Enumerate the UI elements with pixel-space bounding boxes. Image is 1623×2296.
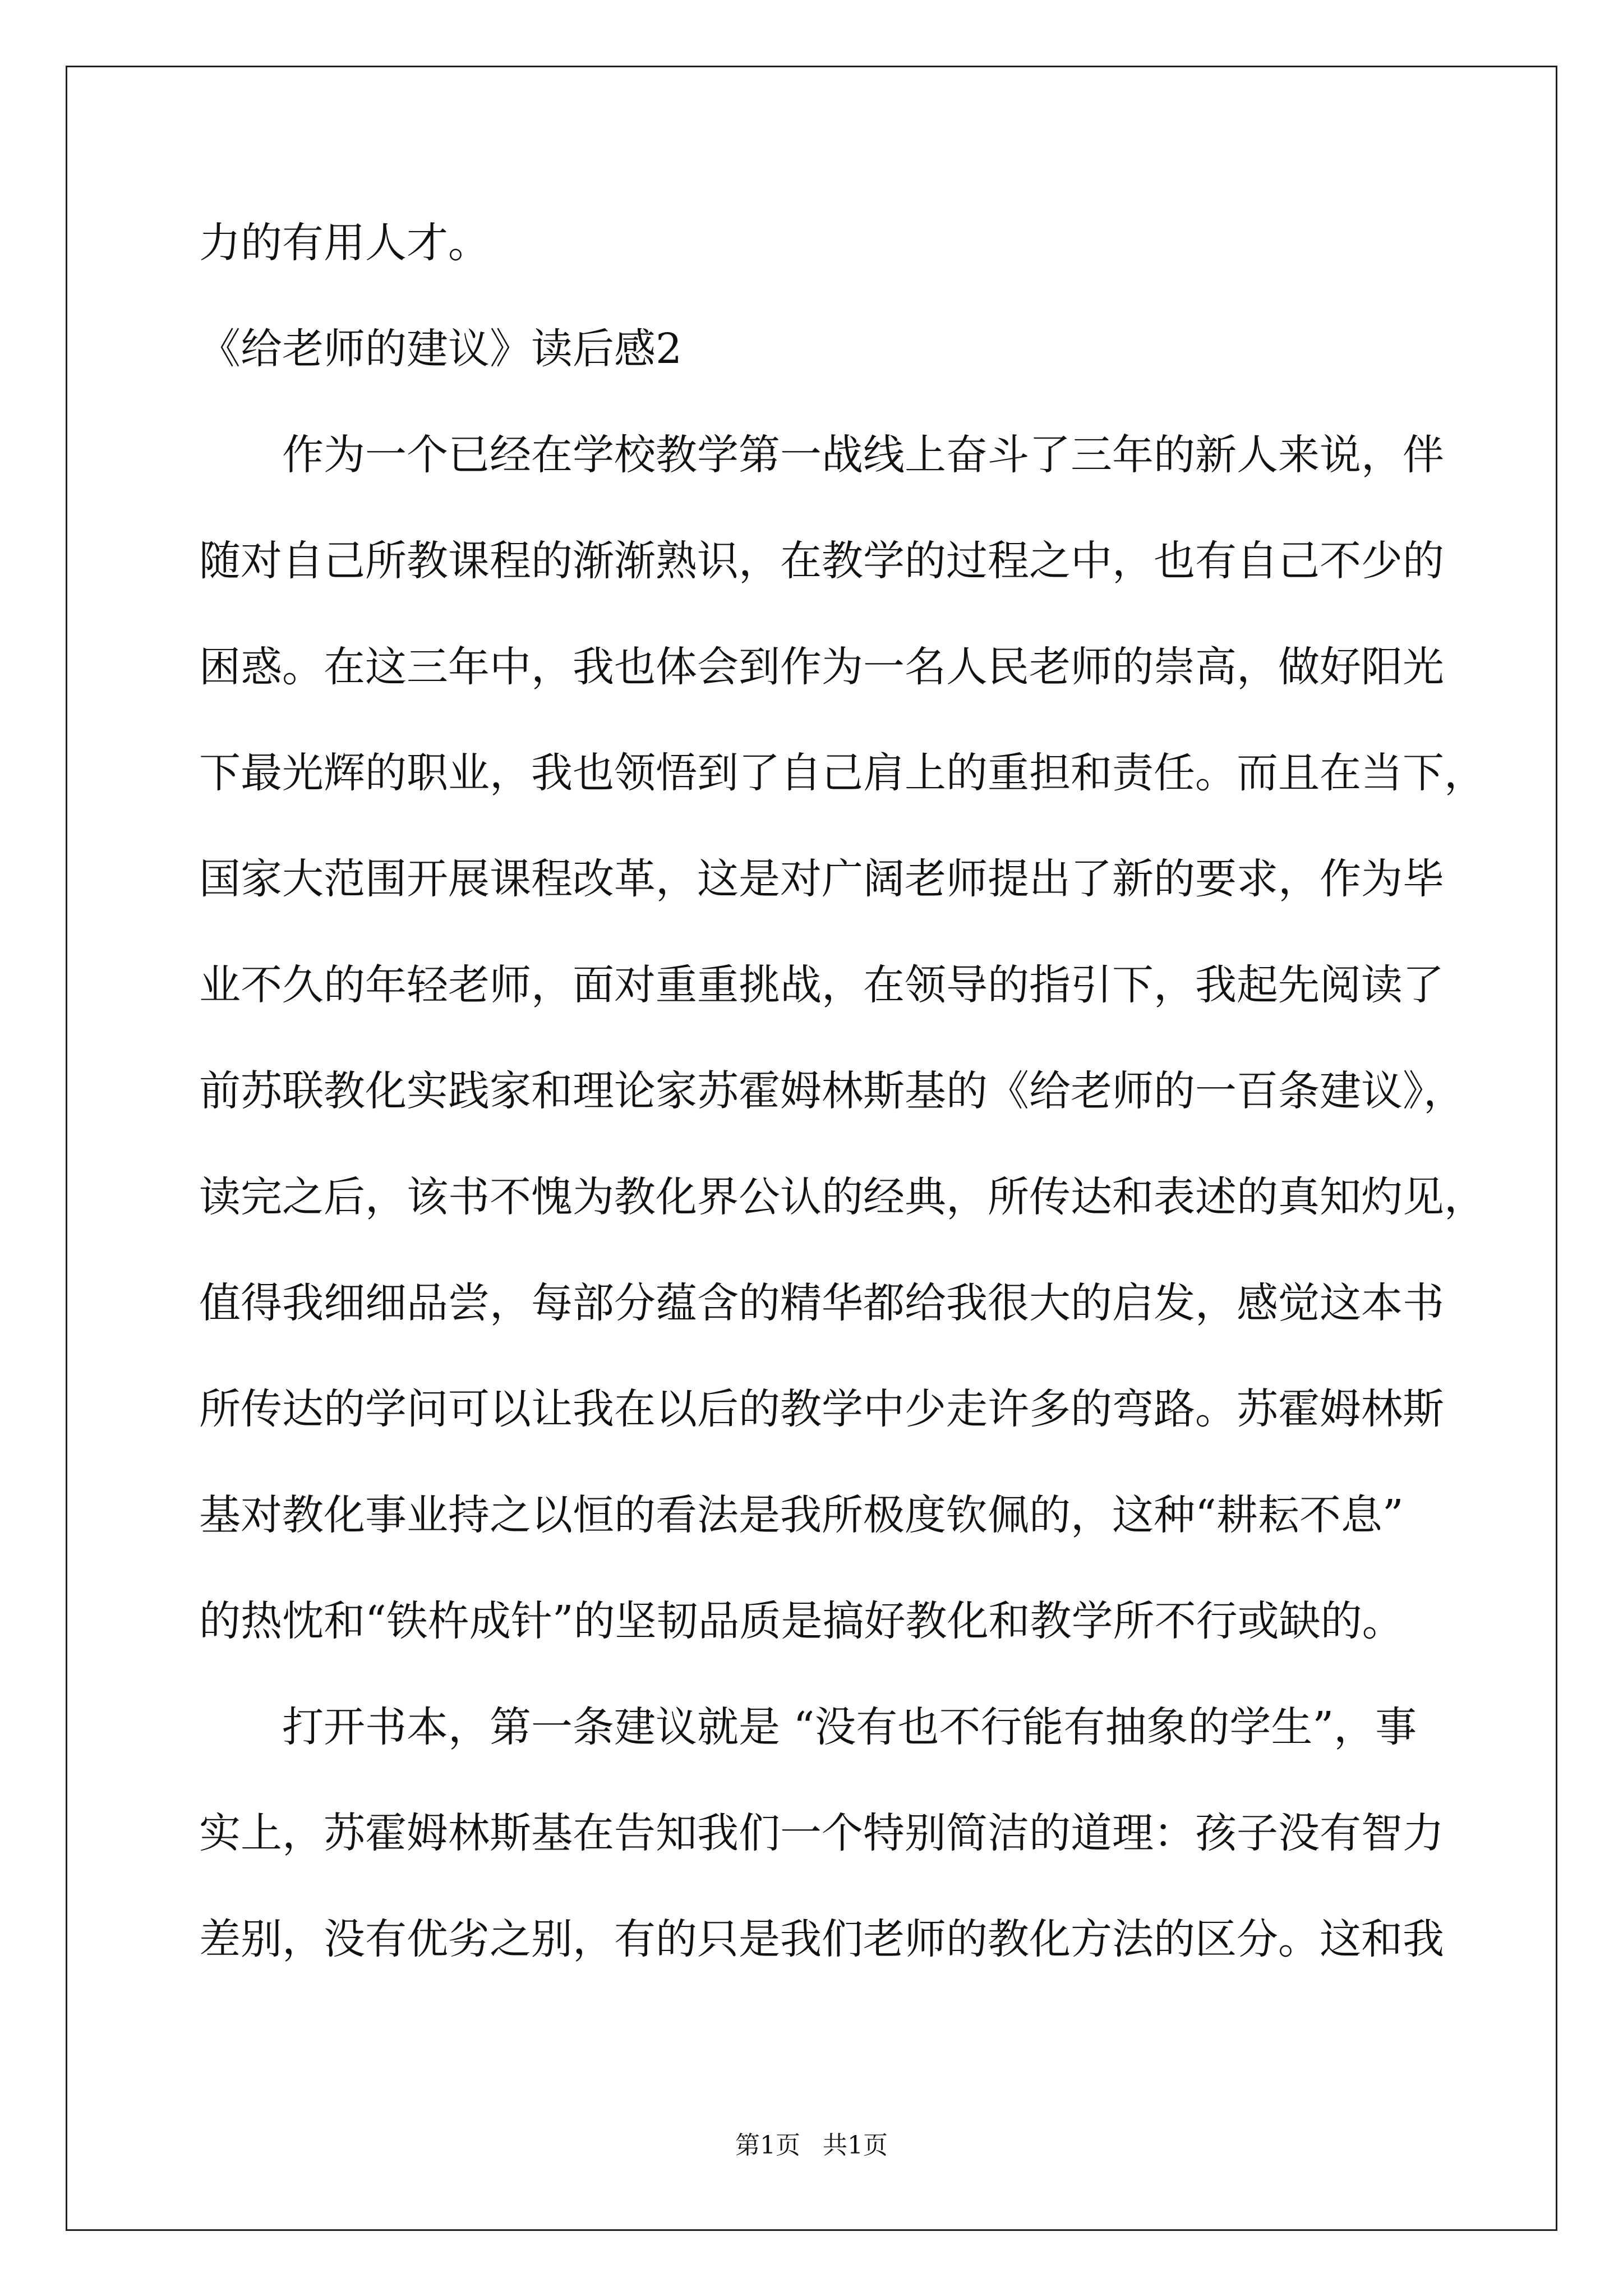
page-footer [0,2129,1623,2162]
text-line: 打开书本，第一条建议就是 “没有也不行能有抽象的学生”，事 [199,1703,1417,1751]
page-border [66,66,1557,2231]
text-line: 差别，没有优劣之别，有的只是我们老师的教化方法的区分。这和我 [199,1915,1444,1963]
text-line: 所传达的学问可以让我在以后的教学中少走许多的弯路。苏霍姆林斯 [199,1385,1444,1433]
text-line: 业不久的年轻老师，面对重重挑战，在领导的指引下，我起先阅读了 [199,961,1444,1009]
page-number-current: 第1页 [735,2131,800,2160]
text-line: 基对教化事业持之以恒的看法是我所极度钦佩的，这种“耕耘不息” [199,1491,1404,1539]
page-number-total: 共1页 [823,2131,888,2160]
text-line: 读完之后，该书不愧为教化界公认的经典，所传达和表述的真知灼见， [199,1173,1486,1221]
text-line: 前苏联教化实践家和理论家苏霍姆林斯基的《给老师的一百条建议》， [199,1067,1465,1115]
text-line: 下最光辉的职业，我也领悟到了自己肩上的重担和责任。而且在当下， [199,749,1486,797]
text-line: 实上，苏霍姆林斯基在告知我们一个特别简洁的道理：孩子没有智力 [199,1809,1444,1857]
text-line: 随对自己所教课程的渐渐熟识，在教学的过程之中，也有自己不少的 [199,537,1444,585]
text-line: 的热忱和“铁杵成针”的坚韧品质是搞好教化和教学所不行或缺的。 [199,1597,1404,1645]
text-line: 值得我细细品尝，每部分蕴含的精华都给我很大的启发，感觉这本书 [199,1279,1444,1327]
text-line: 困惑。在这三年中，我也体会到作为一名人民老师的崇高，做好阳光 [199,643,1444,691]
text-line: 作为一个已经在学校教学第一战线上奋斗了三年的新人来说，伴 [199,431,1444,479]
text-line: 国家大范围开展课程改革，这是对广阔老师提出了新的要求，作为毕 [199,855,1444,903]
text-line: 力的有用人才。 [199,219,490,267]
section-heading: 《给老师的建议》读后感2 [199,325,683,373]
